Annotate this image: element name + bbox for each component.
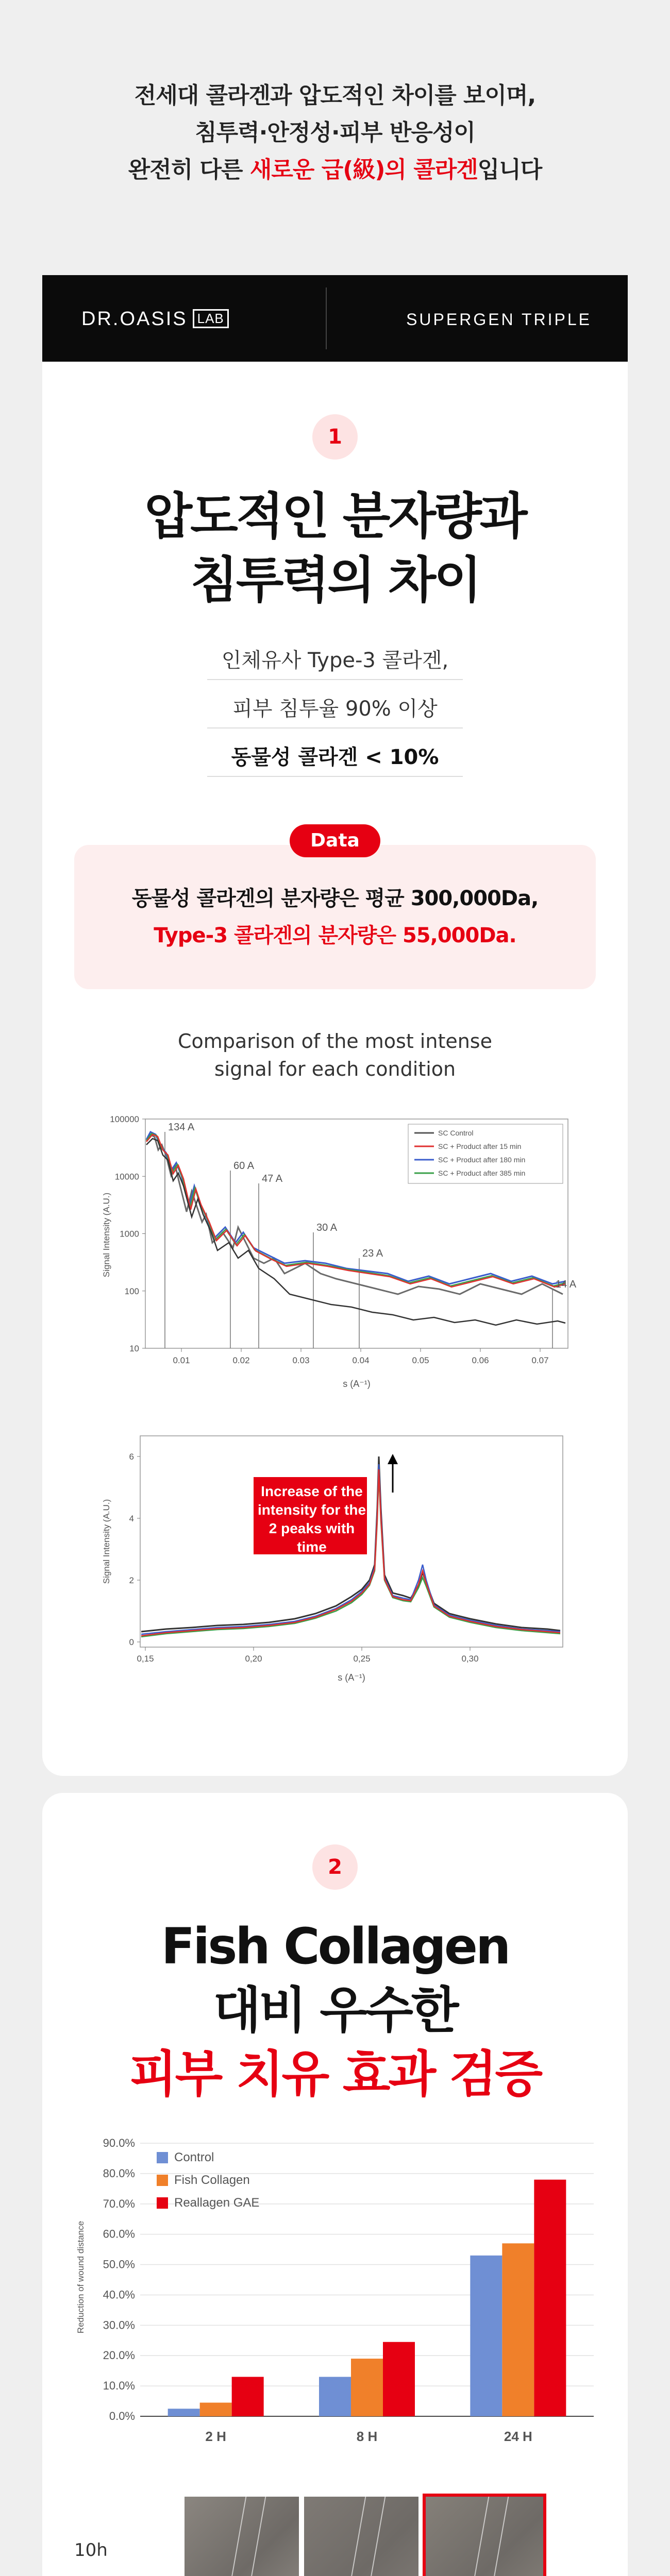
bar bbox=[502, 2243, 534, 2416]
x-tick-label: 0.03 bbox=[292, 1355, 310, 1365]
highlight-frame bbox=[423, 2494, 546, 2576]
x-tick-label: 0.02 bbox=[232, 1355, 250, 1365]
legend-entry: SC Control bbox=[438, 1129, 474, 1137]
y-tick-label: 2 bbox=[129, 1575, 134, 1585]
x-tick-label: 0,30 bbox=[461, 1654, 479, 1664]
bar bbox=[383, 2342, 415, 2416]
bar bbox=[232, 2377, 264, 2416]
intro-text bbox=[0, 77, 670, 189]
scratch-line bbox=[227, 2497, 247, 2576]
legend-entry: Fish Collagen bbox=[174, 2173, 250, 2187]
x-tick-label: 0,25 bbox=[353, 1654, 371, 1664]
bar-chart-y-label: Reduction of wound distance bbox=[76, 2221, 86, 2334]
header-divider bbox=[326, 287, 327, 349]
y-tick-label: 10 bbox=[129, 1344, 139, 1353]
legend-swatch bbox=[157, 2175, 168, 2186]
section-1-card bbox=[42, 362, 628, 1776]
chart-1-y-label: Signal Intensity (A.U.) bbox=[102, 1192, 111, 1278]
legend-entry: Control bbox=[174, 2150, 214, 2164]
section-1-sub-2: 피부 침투율 90% 이상 bbox=[232, 697, 438, 721]
bar-y-tick-label: 90.0% bbox=[103, 2137, 135, 2149]
x-tick-label: 0.01 bbox=[173, 1355, 190, 1365]
data-label: Data bbox=[290, 824, 380, 857]
bar-y-tick-label: 60.0% bbox=[103, 2227, 135, 2241]
intro-highlight: 새로운 급(級)의 콜라겐 bbox=[249, 157, 478, 183]
bar bbox=[351, 2359, 383, 2416]
y-tick-label: 1000 bbox=[120, 1229, 139, 1239]
figure-title: Comparison of the most intense signal for each condition bbox=[178, 1030, 492, 1080]
chart-2-x-label: s (A⁻¹) bbox=[338, 1672, 365, 1683]
bar-y-tick-label: 80.0% bbox=[103, 2166, 135, 2180]
bar-x-tick-label: 24 H bbox=[504, 2429, 532, 2444]
x-tick-label: 0.04 bbox=[352, 1355, 370, 1365]
chart-2-y-label: Signal Intensity (A.U.) bbox=[102, 1499, 111, 1584]
saxs-linear-chart bbox=[89, 1426, 583, 1693]
section-1-title: 압도적인 분자량과 침투력의 차이 bbox=[144, 487, 526, 609]
bar-x-tick-label: 2 H bbox=[205, 2429, 226, 2444]
legend-entry: SC + Product after 180 min bbox=[438, 1156, 526, 1164]
section-2-card bbox=[42, 1793, 628, 2576]
bar-y-tick-label: 30.0% bbox=[103, 2318, 135, 2332]
wound-image bbox=[185, 2497, 299, 2576]
peak-label: 134 A bbox=[168, 1122, 195, 1133]
chart-1-x-label: s (A⁻¹) bbox=[343, 1379, 371, 1389]
annotation-text: Increase of the intensity for the 2 peaks with time bbox=[258, 1483, 366, 1555]
peak-label: 23 A bbox=[362, 1248, 383, 1259]
bar-y-tick-label: 10.0% bbox=[103, 2379, 135, 2393]
legend-entry: SC + Product after 15 min bbox=[438, 1142, 522, 1150]
intro-line-2: 침투력·안정성·피부 반응성이 bbox=[195, 120, 475, 146]
peak-label: 47 A bbox=[262, 1173, 283, 1184]
legend-entry: Reallagen GAE bbox=[174, 2196, 260, 2210]
section-1-sub-1: 인체유사 Type-3 콜라겐, bbox=[221, 649, 449, 672]
scratch-line bbox=[365, 2497, 386, 2576]
wound-bar-chart bbox=[63, 2123, 609, 2452]
section-1-number: 1 bbox=[312, 414, 358, 460]
peak-label: 60 A bbox=[233, 1160, 255, 1172]
grid-row-label: 10h bbox=[74, 2540, 108, 2561]
bar bbox=[168, 2409, 200, 2416]
section-2-title: Fish Collagen 대비 우수한 피부 치유 효과 검증 bbox=[129, 1918, 541, 2103]
bar bbox=[534, 2180, 566, 2416]
bar-y-tick-label: 40.0% bbox=[103, 2288, 135, 2301]
peak-label: 30 A bbox=[316, 1222, 338, 1233]
divider bbox=[207, 679, 463, 680]
y-tick-label: 10000 bbox=[114, 1172, 139, 1182]
brand-lab-tag: LAB bbox=[193, 309, 229, 328]
bar-y-tick-label: 50.0% bbox=[103, 2258, 135, 2271]
bar-y-tick-label: 20.0% bbox=[103, 2349, 135, 2362]
intro-line-3: 완전히 다른 새로운 급(級)의 콜라겐입니다 bbox=[128, 157, 542, 183]
wound-image-grid bbox=[42, 2494, 628, 2576]
bar bbox=[319, 2377, 351, 2416]
intro-line-1: 전세대 콜라겐과 압도적인 차이를 보이며, bbox=[134, 82, 536, 109]
y-tick-label: 100000 bbox=[110, 1114, 139, 1124]
legend-swatch bbox=[157, 2152, 168, 2163]
x-tick-label: 0,15 bbox=[137, 1654, 154, 1664]
legend-entry: SC + Product after 385 min bbox=[438, 1169, 526, 1177]
bar bbox=[470, 2256, 502, 2416]
saxs-log-chart bbox=[89, 1109, 583, 1397]
brand-header-bar bbox=[42, 275, 628, 362]
bar-y-tick-label: 0.0% bbox=[109, 2410, 135, 2422]
section-1-sub-3: 동물성 콜라겐 < 10% bbox=[231, 745, 439, 769]
section-2-number: 2 bbox=[312, 1844, 358, 1890]
y-tick-label: 4 bbox=[129, 1514, 134, 1523]
product-name: SUPERGEN TRIPLE bbox=[406, 310, 592, 329]
y-tick-label: 100 bbox=[124, 1286, 139, 1296]
legend-swatch bbox=[157, 2197, 168, 2209]
wound-image bbox=[304, 2497, 418, 2576]
peak-label: 14 A bbox=[556, 1279, 577, 1290]
scratch-line bbox=[346, 2497, 366, 2576]
bar-y-tick-label: 70.0% bbox=[103, 2197, 135, 2210]
y-tick-label: 0 bbox=[129, 1637, 134, 1647]
x-tick-label: 0.05 bbox=[412, 1355, 429, 1365]
bar-x-tick-label: 8 H bbox=[356, 2429, 378, 2444]
divider bbox=[207, 727, 463, 728]
brand-logo: DR.OASIS LAB bbox=[81, 308, 229, 330]
divider bbox=[207, 776, 463, 777]
x-tick-label: 0.07 bbox=[531, 1355, 549, 1365]
y-tick-label: 6 bbox=[129, 1452, 134, 1462]
scratch-line bbox=[246, 2497, 266, 2576]
bar bbox=[200, 2403, 232, 2417]
x-tick-label: 0.06 bbox=[472, 1355, 489, 1365]
data-text: 동물성 콜라겐의 분자량은 평균 300,000Da, Type-3 콜라겐의 분자량은 55,000Da. bbox=[131, 887, 539, 947]
x-tick-label: 0,20 bbox=[245, 1654, 262, 1664]
